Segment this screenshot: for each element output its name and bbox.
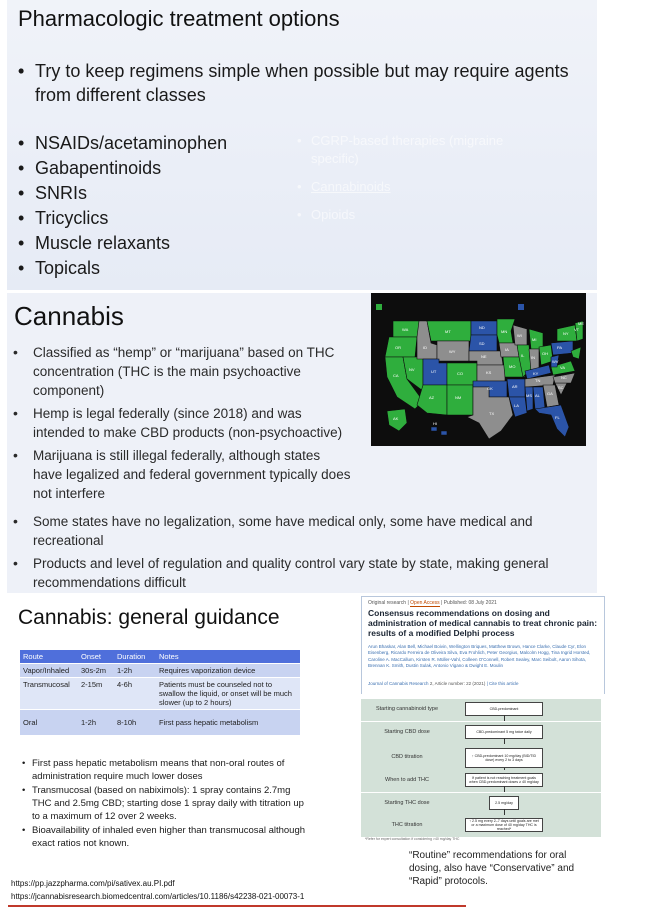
flow-step-box: ↑ 2.5 mg every 2–7 days until goals are met or a maximum dose of 40 mg/day THC is reached* (465, 818, 543, 832)
state-label: OH (542, 351, 548, 356)
table-header-row (20, 650, 300, 664)
list-item: • Marijuana is still illegal federally, although states have legalized and federal government typically does not interfere (7, 446, 352, 503)
state-label: WI (517, 333, 522, 338)
list-item: • Classified as “hemp” or “marijuana” based on THC concentration (THC is the main psychoactive component) (7, 343, 352, 400)
state-label: NV (409, 367, 415, 372)
state-label: OK (487, 386, 493, 391)
list-item: • Transmucosal (based on nabiximols): 1 spray contains 2.7mg THC and 2.5mg CBD; starting dose 1 spray daily with titration up to a maximum of 12 over 2 weeks. (22, 784, 312, 823)
flow-step-box: 2.5 mg/day (489, 796, 519, 810)
us-legalization-map (371, 293, 586, 446)
cite-link[interactable]: Cite this article (489, 681, 519, 686)
state-label: AR (512, 384, 518, 389)
slide-pharmacologic-options (7, 0, 597, 290)
table-cell: 1-2h (78, 710, 114, 736)
table-cell: Transmucosal (20, 678, 78, 710)
flow-step-label: When to add THC (385, 777, 429, 783)
state-label: KS (486, 370, 492, 375)
state-label: CA (393, 373, 399, 378)
state-label: CO (457, 371, 463, 376)
flow-step-label: CBD titration (391, 754, 423, 760)
flow-step (361, 793, 629, 815)
state-al (533, 387, 545, 409)
us-map-svg (371, 293, 586, 446)
intro-bullet: • • Try to keep regimens simple when possible but may require agents from different classes (18, 59, 598, 107)
list-item: • Gabapentinoids (18, 156, 227, 181)
faded-drug-class-list (297, 132, 547, 234)
column-header: Onset (78, 650, 114, 664)
state-label: IA (505, 347, 509, 352)
slide-title: Cannabis (14, 301, 124, 331)
legend-swatch-medical (518, 304, 524, 310)
bullet-list (7, 343, 352, 507)
state-label: ME (578, 321, 584, 326)
state-label: HI (433, 421, 437, 426)
state-label: IL (521, 353, 525, 358)
table-cell: 2-15m (78, 678, 114, 710)
table-cell: Patients must be counseled not to swallow the liquid, or onset will be much slower (up to 2 hours) (156, 678, 300, 710)
state-label: WA (402, 327, 409, 332)
column-header: Route (20, 650, 78, 664)
flow-step (361, 744, 629, 772)
paper-authors: Arun Bhaskar, Alan Bell, Michael Boivin, Wellington Briques, Matthew Brown, Hance Clarke, Claude Cyr, Elon Eisenberg, Ricardo Ferreira de Oliveira Silva, Eva Frohlich, Peter Georgius, Malcolm Hogg, Tina Ingrid Horsted, Caroline A. MacCallum, Kirsten R. Müller-Vahl, Colleen O'Connell, Robert Sealey, Marc Seibolt, Aaron Sihota, Brennan K. Smith, Dustin Sulak, Antonio Vigano & Dwight E. Moulin (368, 644, 591, 668)
divider-line (8, 905, 466, 907)
state-label: AK (393, 416, 399, 421)
table-cell: Vapor/Inhaled (20, 664, 78, 678)
list-item: • CGRP-based therapies (migraine specific) (297, 132, 547, 168)
state-label: FL (555, 415, 560, 420)
flow-arrow (504, 786, 505, 792)
state-label: AL (535, 393, 540, 398)
column-header: Notes (156, 650, 300, 664)
table-cell: First pass hepatic metabolism (156, 710, 300, 736)
state-label: MI (532, 337, 537, 342)
state-label: TX (489, 411, 495, 416)
paper-meta: Original research | Open Access | Published: 08 July 2021 (368, 600, 497, 606)
state-label: NM (455, 395, 462, 400)
list-item: • SNRIs (18, 181, 227, 206)
state-nm (447, 385, 473, 415)
flow-step (361, 815, 629, 837)
state-hi (431, 427, 447, 435)
state-label: MO (509, 364, 516, 369)
slide-title: Cannabis: general guidance (18, 606, 280, 629)
list-item: • Tricyclics (18, 206, 227, 231)
list-item: • Bioavailability of inhaled even higher than transmucosal although exact ratios not known. (22, 824, 312, 850)
reference-link[interactable]: https://pp.jazzpharma.com/pi/sativex.au.PI.pdf (11, 879, 175, 888)
flow-step-box: CBD-predominant 5 mg twice daily (465, 725, 543, 739)
drug-class-list (18, 131, 227, 281)
list-item: • NSAIDs/acetaminophen (18, 131, 227, 156)
paper-excerpt (361, 596, 605, 846)
state-label: NY (563, 331, 569, 336)
list-item: • First pass hepatic metabolism means that non-oral routes of administration require much lower doses (22, 757, 312, 783)
flow-step (361, 770, 629, 792)
state-label: ID (423, 345, 427, 350)
slide-title: Pharmacologic treatment options (18, 6, 340, 31)
table-cell: Requires vaporization device (156, 664, 300, 678)
list-item: • Muscle relaxants (18, 231, 227, 256)
state-label: OR (395, 345, 401, 350)
state-label: LA (514, 403, 519, 408)
list-item: • Opioids (297, 206, 547, 224)
state-label: AZ (429, 395, 435, 400)
reference-link[interactable]: https://jcannabisresearch.biomedcentral.com/articles/10.1186/s42238-021-00073-1 (11, 892, 305, 901)
state-label: KY (533, 371, 539, 376)
state-label: MS (526, 393, 532, 398)
state-label: MT (445, 329, 451, 334)
guidance-notes (22, 757, 312, 851)
state-ga (543, 385, 559, 407)
flow-arrow (504, 715, 505, 721)
flow-step-label: Starting THC dose (384, 800, 430, 806)
route-table (20, 650, 300, 735)
state-label: SD (479, 341, 485, 346)
paper-journal: Journal of Cannabis Research 2, Article number: 22 (2021) | Cite this article (368, 681, 519, 686)
list-item: • Some states have no legalization, some have medical only, some have medical and recreational (7, 512, 587, 550)
table-cell: 1-2h (114, 664, 156, 678)
table-row (20, 678, 300, 710)
list-item: • Topicals (18, 256, 227, 281)
flow-step (361, 699, 629, 721)
slide-cannabis (7, 293, 597, 593)
flow-step-label: Starting CBD dose (384, 729, 430, 735)
flow-step (361, 722, 629, 744)
bullet-list (7, 512, 587, 596)
flow-step-box: CBD-predominant (465, 702, 543, 716)
table-cell: 8-10h (114, 710, 156, 736)
paper-header (361, 596, 605, 694)
state-label: WV (552, 359, 559, 364)
state-label: ND (479, 325, 485, 330)
flow-step-box: If patient is not reaching treatment goals when CBD-predominant doses ≥ 40 mg/day (465, 773, 543, 787)
state-label: MN (501, 329, 508, 334)
list-item: • Products and level of regulation and quality control vary state by state, making general recommendations difficult (7, 554, 587, 592)
state-label: IN (531, 355, 535, 360)
list-item: • Hemp is legal federally (since 2018) and was intended to make CBD products (non-psychoactive) (7, 404, 352, 442)
legend-swatch-recreational (376, 304, 382, 310)
flow-step-label: THC titration (391, 822, 423, 828)
state-label: PA (557, 345, 563, 350)
table-cell: 30s-2m (78, 664, 114, 678)
routine-note: “Routine” recommendations for oral dosing, also have “Conservative” and “Rapid” protocols. (409, 850, 575, 887)
state-label: SC (558, 385, 564, 390)
flow-footnote: *Refer for expert consultation if considering >40 mg/day THC (365, 837, 460, 841)
table-row (20, 710, 300, 736)
column-header: Duration (114, 650, 156, 664)
paper-title: Consensus recommendations on dosing and administration of medical cannabis to treat chronic pain: results of a modified Delphi process (368, 608, 598, 638)
state-label: TN (535, 378, 541, 383)
state-label: WY (449, 349, 456, 354)
state-label: NE (481, 354, 487, 359)
state-fl (535, 405, 569, 437)
flow-step-box: ↑ CBD-predominant 10 mg/day (BID/TID dose) every 2 to 3 days (465, 748, 543, 768)
state-label: UT (431, 369, 437, 374)
list-item: • Cannabinoids (297, 178, 547, 196)
state-label: VA (560, 365, 566, 370)
table-cell: Oral (20, 710, 78, 736)
state-label: VT (574, 327, 580, 332)
table-cell: 4-6h (114, 678, 156, 710)
table-row (20, 664, 300, 678)
state-label: GA (547, 391, 553, 396)
state-label: NC (561, 375, 567, 380)
state-az (417, 385, 447, 415)
state-or (385, 337, 417, 357)
open-access-badge: Open Access (410, 600, 440, 606)
flow-step-label: Starting cannabinoid type (375, 706, 439, 712)
